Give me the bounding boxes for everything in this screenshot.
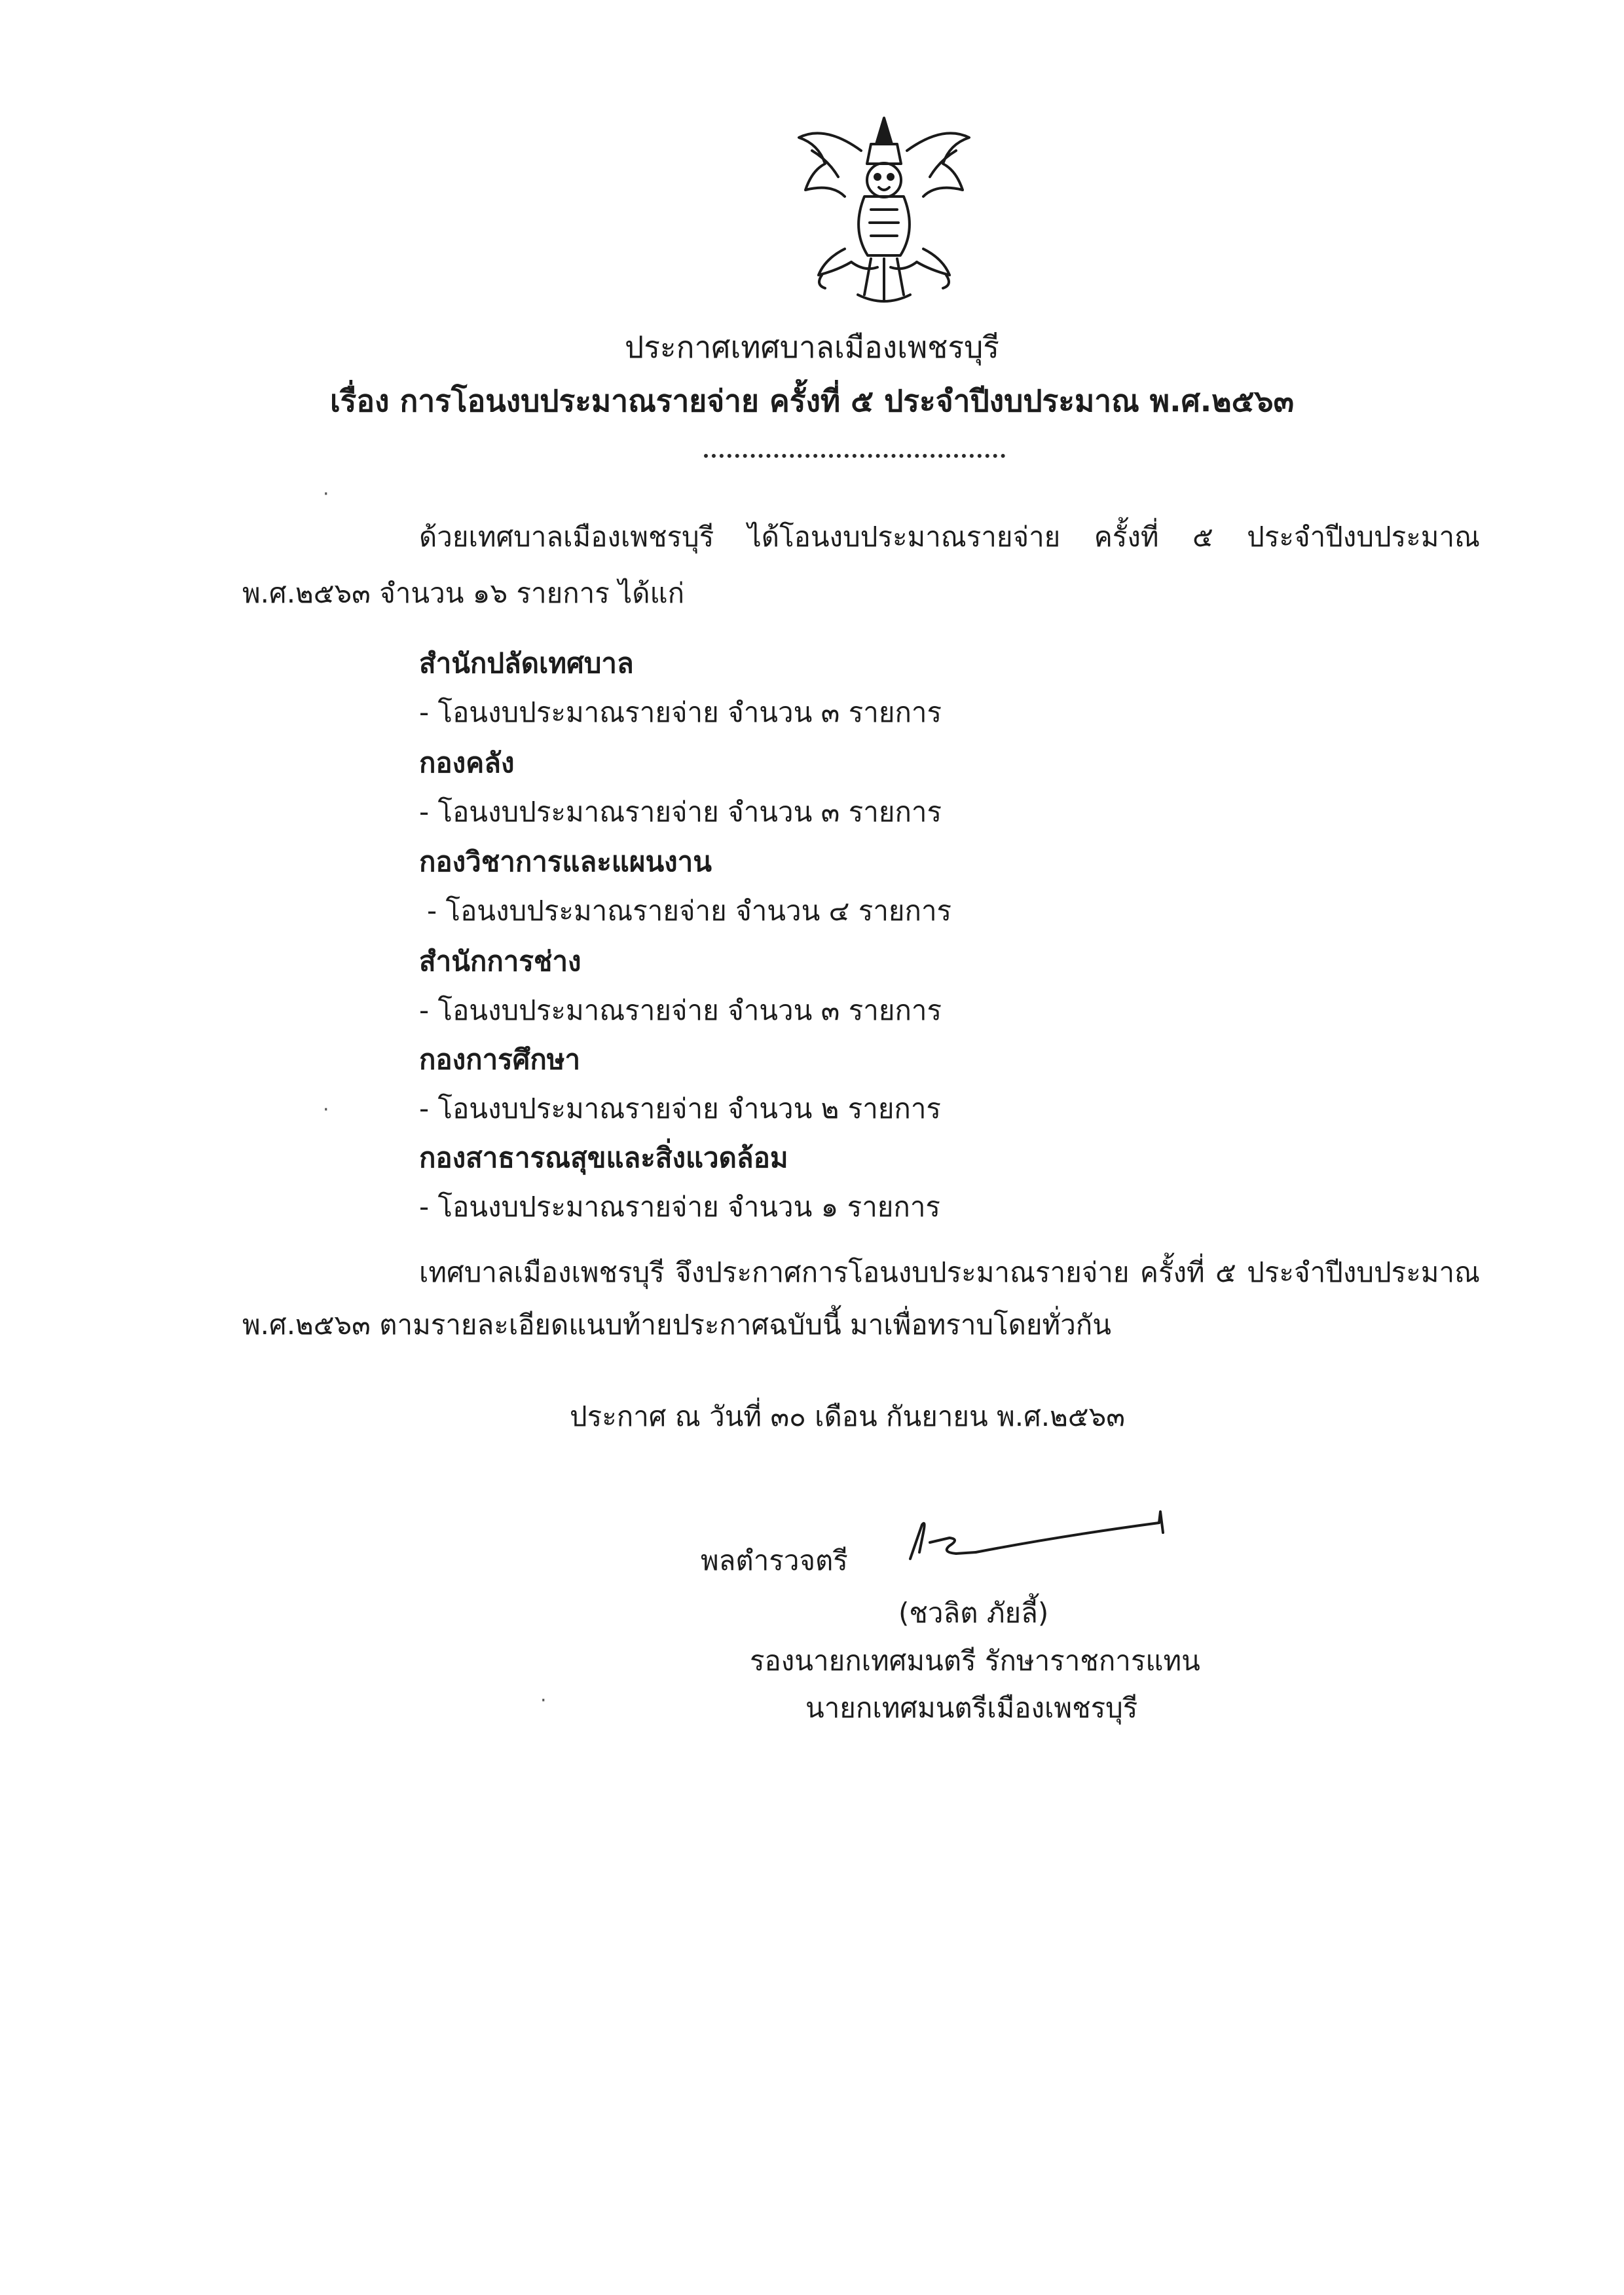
signatory-name: (ชวลิต ภัยลี้) xyxy=(898,1597,1049,1629)
department-item: - โอนงบประมาณรายจ่าย จำนวน ๒ รายการ xyxy=(419,1092,941,1125)
scan-speck: · xyxy=(540,1689,547,1712)
department-item: - โอนงบประมาณรายจ่าย จำนวน ๔ รายการ xyxy=(427,895,952,927)
signatory-position-1: รองนายกเทศมนตรี รักษาราชการแทน xyxy=(750,1645,1200,1677)
department-item: - โอนงบประมาณรายจ่าย จำนวน ๓ รายการ xyxy=(419,994,942,1026)
intro-line-1: ด้วยเทศบาลเมืองเพชรบุรี ได้โอนงบประมาณรายจ่าย ครั้งที่ ๕ ประจำปีงบประมาณ xyxy=(419,521,1480,553)
document-title: ประกาศเทศบาลเมืองเพชรบุรี xyxy=(625,329,999,365)
garuda-emblem-icon xyxy=(773,98,995,321)
dotted-divider xyxy=(704,454,1005,458)
department-item: - โอนงบประมาณรายจ่าย จำนวน ๓ รายการ xyxy=(419,796,942,828)
announcement-date: ประกาศ ณ วันที่ ๓๐ เดือน กันยายน พ.ศ.๒๕๖๓ xyxy=(570,1400,1125,1432)
department-name: สำนักการช่าง xyxy=(419,945,581,977)
department-name: กองวิชาการและแผนงาน xyxy=(419,846,712,878)
scan-speck: · xyxy=(323,483,329,506)
announcement-line-1: เทศบาลเมืองเพชรบุรี จึงประกาศการโอนงบประมาณรายจ่าย ครั้งที่ ๕ ประจำปีงบประมาณ xyxy=(419,1256,1480,1288)
department-name: กองสาธารณสุขและสิ่งแวดล้อม xyxy=(419,1142,788,1174)
intro-line-2: พ.ศ.๒๕๖๓ จำนวน ๑๖ รายการ ได้แก่ xyxy=(242,577,685,609)
department-item: - โอนงบประมาณรายจ่าย จำนวน ๓ รายการ xyxy=(419,696,942,728)
scan-speck: · xyxy=(323,1098,329,1121)
signatory-rank: พลตำรวจตรี xyxy=(701,1544,848,1577)
department-name: สำนักปลัดเทศบาล xyxy=(419,647,634,679)
department-name: กองคลัง xyxy=(419,747,515,779)
signatory-position-2: นายกเทศมนตรีเมืองเพชรบุรี xyxy=(805,1692,1138,1724)
department-name: กองการศึกษา xyxy=(419,1043,581,1075)
handwritten-signature xyxy=(904,1506,1179,1578)
document-subject: เรื่อง การโอนงบประมาณรายจ่าย ครั้งที่ ๕ ประจำปีงบประมาณ พ.ศ.๒๕๖๓ xyxy=(329,383,1295,419)
announcement-line-2: พ.ศ.๒๕๖๓ ตามรายละเอียดแนบท้ายประกาศฉบับนี้ มาเพื่อทราบโดยทั่วกัน xyxy=(242,1309,1111,1341)
department-item: - โอนงบประมาณรายจ่าย จำนวน ๑ รายการ xyxy=(419,1191,940,1223)
